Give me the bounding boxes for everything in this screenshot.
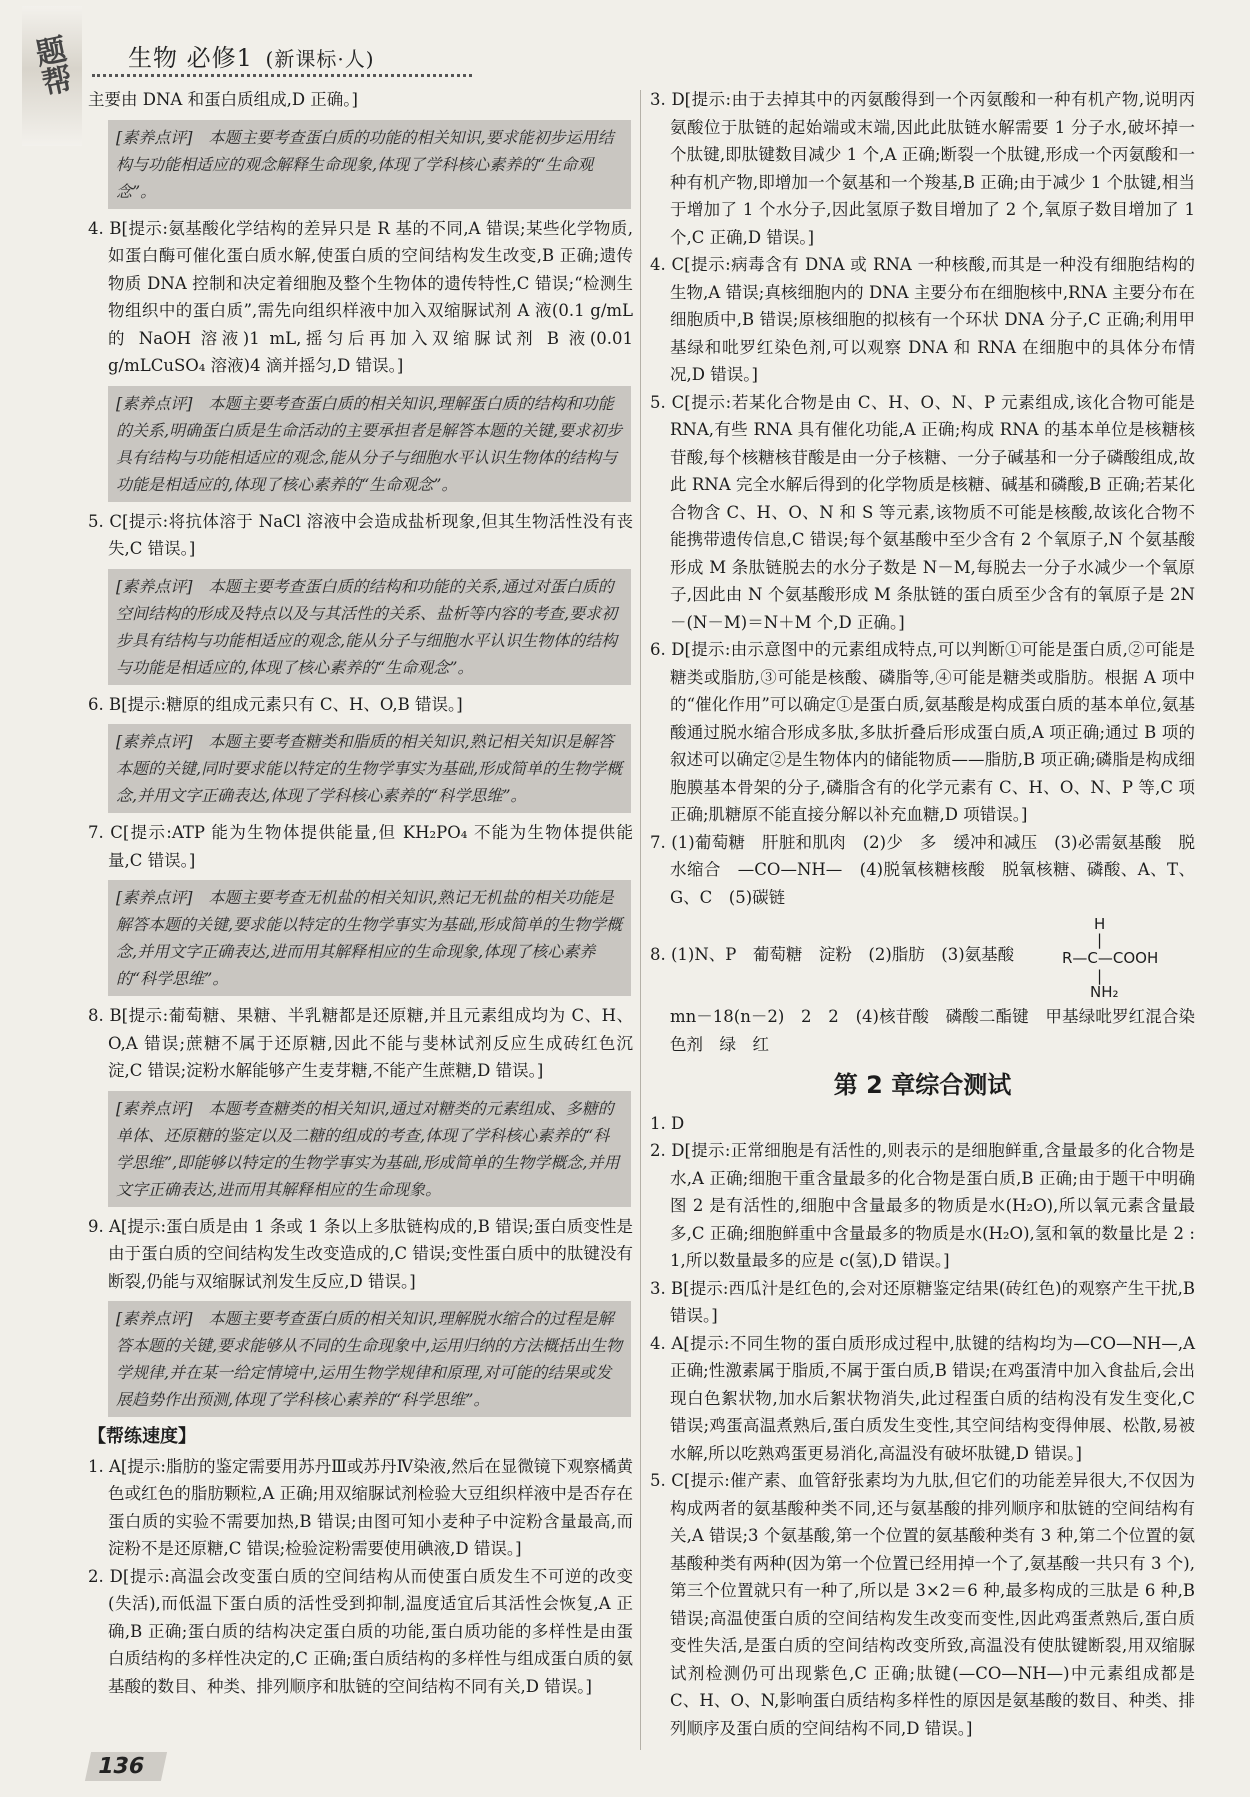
comment-box: [素养点评] 本题主要考查糖类和脂质的相关知识,熟记相关知识是解答本题的关键,同时要求能以特定的生物学事实为基础,形成简单的生物学概念,并用文字正确表达,体现了学科核心素养的“科学思维”。 [108,724,631,813]
book-title: 生物 必修1 [128,44,253,72]
chapter-title: 第 2 章综合测试 [833,1071,1012,1099]
comment-box: [素养点评] 本题主要考查蛋白质的相关知识,理解脱水缩合的过程是解答本题的关键,要求能够从不同的生命现象中,运用归纳的方法概括出生物学规律,并在某一给定情境中,运用生物学规律和原理,对可能的结果或发展趋势作出预测,体现了学科核心素养的“科学思维”。 [108,1301,631,1417]
answer-text: 8. (1)N、P 葡萄糖 淀粉 (2)脂肪 (3)氨基酸 [650,945,1015,964]
brand-logo [22,6,82,146]
struct-nh2: NH₂ [1090,983,1119,1001]
answer-item: 2. D[提示:正常细胞是有活性的,则表示的是细胞鲜重,含量最多的化合物是水,A 正确;细胞干重含量最多的化合物是蛋白质,B 正确;由于题干中明确图 2 是有活性的,细胞中含量最多的物质是水(H₂O),所以氧元素含量最多,C 正确;细胞鲜重中含量最多的物质是水(H₂O),氢和氧的数量比是 2 : 1,所以数量最多的应是 c(氢),D 错误。] [650,1141,1195,1270]
answer-item: 8. B[提示:葡萄糖、果糖、半乳糖都是还原糖,并且元素组成均为 C、H、O,A 错误;蔗糖不属于还原糖,因此不能与斐林试剂反应生成砖红色沉淀,C 错误;淀粉水解能够产生麦芽糖,不能产生蔗糖,D 错误。] [88,1006,633,1080]
right-column [650,86,1195,1742]
answer-item: 2. D[提示:高温会改变蛋白质的空间结构从而使蛋白质发生不可逆的改变(失活),而低温下蛋白质的活性受到抑制,温度适宜后其活性会恢复,A 正确,B 正确;蛋白质的结构决定蛋白质的功能,蛋白质功能的多样性是由蛋白质结构的多样性决定的,C 正确;蛋白质结构的多样性与组成蛋白质的氨基酸的数目、种类、排列顺序和肽链的空间结构不同有关,D 错误。] [88,1566,633,1696]
answer-item: 3. B[提示:西瓜汁是红色的,会对还原糖鉴定结果(砖红色)的观察产生干扰,B 错误。] [650,1278,1195,1325]
answer-item: 1. A[提示:脂肪的鉴定需要用苏丹Ⅲ或苏丹Ⅳ染液,然后在显微镜下观察橘黄色或红色的脂肪颗粒,A 正确;用双缩脲试剂检验大豆组织样液中是否存在蛋白质的实验不需要加热,B 错误;由图可知小麦种子中淀粉含量最高,而淀粉不是还原糖,C 错误;检验淀粉需要使用碘液,D 错误。] [88,1456,633,1558]
answer-item: 4. C[提示:病毒含有 DNA 或 RNA 一种核酸,而其是一种没有细胞结构的生物,A 错误;真核细胞内的 DNA 主要分布在细胞核中,RNA 主要分布在细胞质中,B 错误;原核细胞的拟核有一个环状 DNA 分子,C 正确;利用甲基绿和吡罗红染色剂,可以观察 DNA 和 RNA 在细胞中的具体分布情况,D 错误。] [650,255,1195,384]
answer-item: 5. C[提示:将抗体溶于 NaCl 溶液中会造成盐析现象,但其生物活性没有丧失,C 错误。] [88,511,633,558]
column-divider [640,90,641,1750]
struct-bond-top: | [1097,931,1103,949]
comment-box: [素养点评] 本题主要考查无机盐的相关知识,熟记无机盐的相关功能是解答本题的关键,要求能以特定的生物学事实为基础,形成简单的生物学概念,并用文字正确表达,进而用其解释相应的生命现象,体现了核心素养的“科学思维”。 [108,880,631,996]
comment-box: [素养点评] 本题主要考查蛋白质的结构和功能的关系,通过对蛋白质的空间结构的形成及特点以及与其活性的关系、盐析等内容的考查,要求初步具有结构与功能相适应的观念,能从分子与细胞水平认识生物体的结构与功能是相适应的,体现了核心素养的“生命观念”。 [108,569,631,685]
comment-box: [素养点评] 本题主要考查蛋白质的相关知识,理解蛋白质的结构和功能的关系,明确蛋白质是生命活动的主要承担者是解答本题的关键,要求初步具有结构与功能相适应的观念,能从分子与细胞水平认识生物体的结构与功能是相适应的,体现了核心素养的“生命观念”。 [108,386,631,502]
answer-item: 4. A[提示:不同生物的蛋白质形成过程中,肽键的结构均为—CO—NH—,A 正确;性激素属于脂质,不属于蛋白质,B 错误;在鸡蛋清中加入食盐后,会出现白色絮状物,加水后絮状物消失,此过程蛋白质的结构没有发生变化,C 错误;鸡蛋高温煮熟后,蛋白质发生变性,其空间结构变得伸展、松散,易被水解,所以吃熟鸡蛋更易消化,高温没有破坏肽键,D 错误。] [650,1333,1195,1463]
answer-item: 5. C[提示:若某化合物是由 C、H、O、N、P 元素组成,该化合物可能是 RNA,有些 RNA 具有催化功能,A 正确;构成 RNA 的基本单位是核糖核苷酸,每个核糖核苷酸是由一分子核糖、一分子碱基和一分子磷酸组成,故此 RNA 完全水解后得到的化学物质是核糖、碱基和磷酸,B 正确;若某化合物含 C、H、O、N 和 S 等元素,该物质不可能是核酸,故该化合物不能携带遗传信息,C 错误;每个氨基酸中至少含有 2 个氧原子,N 个氨基酸形成 M 条肽链脱去的水分子数是 N－M,每脱去一分子水减少一个氧原子,因此由 N 个氨基酸形成 M 条肽链的蛋白质至少含有的氧原子是 2N－(N－M)＝N＋M 个,D 正确。] [650,392,1195,632]
struct-bond-bottom: | [1097,967,1103,985]
answer-item: 1. D [650,1113,685,1133]
struct-main-chain: R—C—COOH [1062,949,1159,967]
left-column [88,86,633,1700]
header-divider [92,74,472,77]
comment-box: [素养点评] 本题主要考查蛋白质的功能的相关知识,要求能初步运用结构与功能相适应的观念解释生命现象,体现了学科核心素养的“生命观念”。 [108,120,631,209]
answer-item: 7. (1)葡萄糖 肝脏和肌肉 (2)少 多 缓冲和减压 (3)必需氨基酸 脱水缩合 —CO—NH— (4)脱氧核糖核酸 脱氧核糖、磷酸、A、T、G、C (5)碳链 [650,832,1195,907]
struct-h: H [1094,915,1106,933]
answer-continuation: mn－18(n－2) 2 2 (4)核苷酸 磷酸二酯键 甲基绿吡罗红混合染色剂 绿 红 [670,1007,1195,1054]
page-header [128,38,375,73]
answer-item: 6. B[提示:糖原的组成元素只有 C、H、O,B 错误。] [88,694,463,714]
answer-item: 4. B[提示:氨基酸化学结构的差异只是 R 基的不同,A 错误;某些化学物质,如蛋白酶可催化蛋白质水解,使蛋白质的空间结构发生改变,B 正确;遗传物质 DNA 控制和决定着细胞及整个生物体的遗传特性,C 错误;“检测生物组织中的蛋白质”,需先向组织样液中加入双缩脲试剂 A 液(0.1 g/mL 的 NaOH 溶液)1 mL,摇匀后再加入双缩脲试剂 B 液(0.01 g/mLCuSO₄ 溶液)4 滴并摇匀,D 错误。] [88,218,633,375]
logo-text: 题帮 [27,32,74,99]
book-series: (新课标·人) [265,47,375,71]
answer-continuation: 主要由 DNA 和蛋白质组成,D 正确。] [88,90,358,109]
answer-item: 3. D[提示:由于去掉其中的丙氨酸得到一个丙氨酸和一种有机产物,说明丙氨酸位于肽链的起始端或末端,因此此肽链水解需要 1 分子水,破坏掉一个肽键,即肽键数目减少 1 个,A 正确;断裂一个肽键,形成一个丙氨酸和一种有机产物,即增加一个氨基和一个羧基,B 正确;由于减少 1 个肽键,相当于增加了 1 个水分子,因此氢原子数目增加了 2 个,氧原子数目增加了 1 个,C 正确,D 错误。] [650,90,1195,247]
section-heading: 【帮练速度】 [88,1426,196,1447]
answer-item: 7. C[提示:ATP 能为生物体提供能量,但 KH₂PO₄ 不能为生物体提供能量,C 错误。] [88,823,633,870]
amino-acid-structure [1062,911,1182,1003]
answer-item: 9. A[提示:蛋白质是由 1 条或 1 条以上多肽链构成的,B 错误;蛋白质变性是由于蛋白质的空间结构发生改变造成的,C 错误;变性蛋白质中的肽键没有断裂,仍能与双缩脲试剂发生反应,D 错误。] [88,1216,633,1291]
answer-item: 6. D[提示:由示意图中的元素组成特点,可以判断①可能是蛋白质,②可能是糖类或脂肪,③可能是核酸、磷脂等,④可能是糖类或脂肪。根据 A 项中的“催化作用”可以确定①是蛋白质,氨基酸是构成蛋白质的基本单位,氨基酸通过脱水缩合形成多肽,多肽折叠后形成蛋白质,A 项正确;通过 B 项的叙述可以确定②是生物体内的储能物质——脂肪,B 项正确;磷脂是构成细胞膜基本骨架的分子,磷脂含有的化学元素有 C、H、O、N、P 等,C 项正确;肌糖原不能直接分解以补充血糖,D 项错误。] [650,640,1195,824]
comment-box: [素养点评] 本题考查糖类的相关知识,通过对糖类的元素组成、多糖的单体、还原糖的鉴定以及二糖的组成的考查,体现了学科核心素养的“科学思维”,即能够以特定的生物学事实为基础,形成简单的生物学概念,并用文字正确表达,进而用其解释相应的生命现象。 [108,1091,631,1207]
answer-item-with-structure [650,911,1195,1003]
answer-item: 5. C[提示:催产素、血管舒张素均为九肽,但它们的功能差异很大,不仅因为构成两者的氨基酸种类不同,还与氨基酸的排列顺序和肽链的空间结构有关,A 错误;3 个氨基酸,第一个位置的氨基酸种类有 3 种,第二个位置的氨基酸种类有两种(因为第一个位置已经用掉一个了,氨基酸一共只有 3 个),第三个位置就只有一种了,所以是 3×2＝6 种,最多构成的三肽是 6 种,B 错误;高温使蛋白质的空间结构发生改变而变性,因此鸡蛋煮熟后,蛋白质变性失活,是蛋白质的空间结构改变所致,高温没有使肽键断裂,用双缩脲试剂检测仍可出现紫色,C 正确;肽键(—CO—NH—)中元素组成都是 C、H、O、N,影响蛋白质结构多样性的原因是氨基酸的数目、种类、排列顺序及蛋白质的空间结构不同,D 错误。] [650,1471,1195,1738]
page-number: 136 [85,1752,167,1781]
